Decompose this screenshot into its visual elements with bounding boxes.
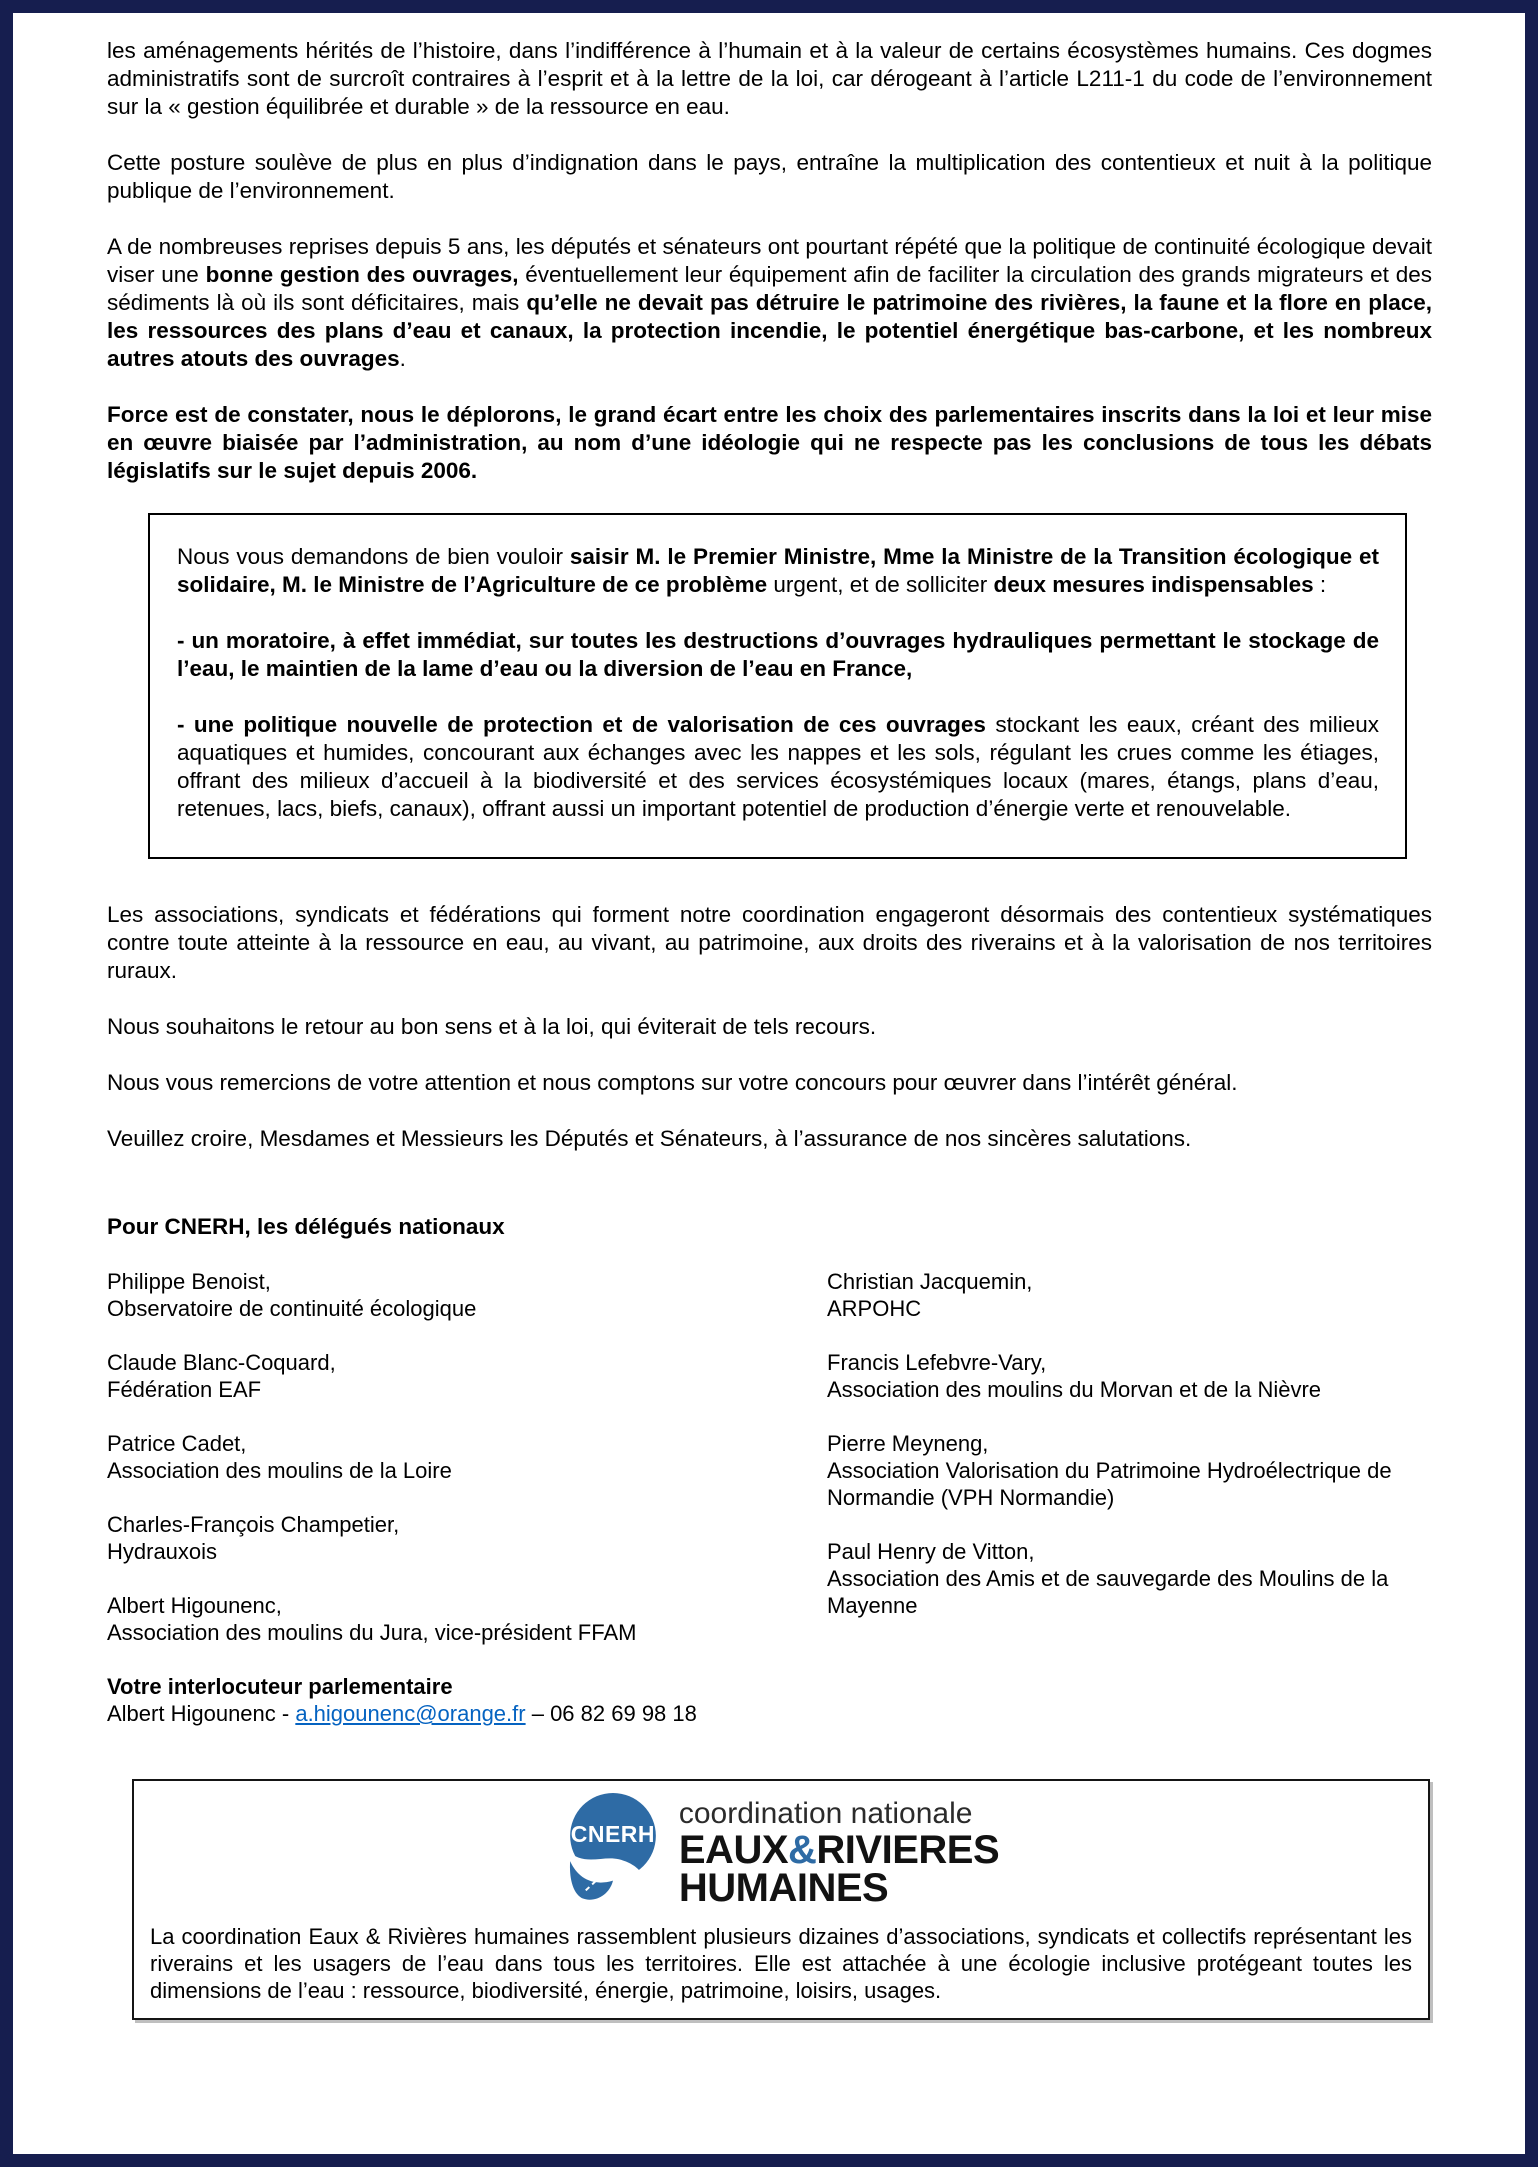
- bold-text-run: - une politique nouvelle de protection et de valorisation de ces ouvrages: [177, 712, 986, 737]
- text-run: les aménagements hérités de l’histoire, dans l’indifférence à l’humain et à la valeur de certains écosystèmes humains. Ces dogmes administratifs sont de surcroît contraires à l’esprit et à la lettre de la loi, car dérogeant à l’article L211-1 du code de l’environnement sur la « gestion équilibrée et durable » de la ressource en eau.: [107, 38, 1432, 119]
- bold-text-run: deux mesures indispensables: [993, 572, 1314, 597]
- signer-name: Charles-François Champetier,: [107, 1512, 400, 1537]
- text-run: Albert Higounenc -: [107, 1701, 296, 1726]
- text-run: – 06 82 69 98 18: [525, 1701, 697, 1726]
- text-run: :: [1313, 572, 1327, 597]
- paragraph-contentieux: [107, 901, 1432, 985]
- signatures-column-right: [827, 1268, 1402, 1673]
- signature-entry: [107, 1349, 827, 1403]
- paragraph-bon-sens: [107, 1013, 1432, 1041]
- text-run: A de nombreuses reprises depuis 5 ans, les députés et sénateurs ont pourtant répété que la politique de continuité écologique devait viser une: [107, 234, 1432, 287]
- signer-org: Association des moulins du Morvan et de la Nièvre: [827, 1377, 1322, 1402]
- signature-entry: [107, 1268, 827, 1322]
- contact-heading: Votre interlocuteur parlementaire: [107, 1674, 453, 1699]
- signatures-columns: [107, 1268, 1432, 1673]
- logo-ampersand: &: [788, 1828, 817, 1872]
- text-run: Nous vous demandons de bien vouloir: [177, 544, 570, 569]
- contact-line: [107, 1700, 1432, 1727]
- demand-paragraph-moratoire: [177, 627, 1379, 683]
- demand-paragraph-politique: [177, 711, 1379, 823]
- parliamentary-contact: [107, 1673, 1432, 1727]
- signer-name: Albert Higounenc,: [107, 1593, 282, 1618]
- paragraph-salutations: [107, 1125, 1432, 1153]
- bold-text-run: - un moratoire, à effet immédiat, sur toutes les destructions d’ouvrages hydrauliques permettant le stockage de l’eau, le maintien de la lame d’eau ou la diversion de l’eau en France,: [177, 628, 1379, 681]
- signer-org: Association des moulins du Jura, vice-président FFAM: [107, 1620, 637, 1645]
- signature-entry: [827, 1349, 1402, 1403]
- signer-org: Fédération EAF: [107, 1377, 262, 1402]
- logo-wordmark: [678, 1793, 1000, 1910]
- signature-entry: [107, 1511, 827, 1565]
- signature-entry: [827, 1268, 1402, 1322]
- signer-name: Claude Blanc-Coquard,: [107, 1350, 336, 1375]
- demands-box: [148, 513, 1407, 859]
- cnerh-wave-icon: [563, 1793, 663, 1905]
- bold-text-run: qu’elle ne devait pas détruire le patrimoine des rivières, la faune et la flore en place, les ressources des plans d’eau et canaux, la protection incendie, le potentiel énergétique bas-carbone, et les nombreux autres atouts des ouvrages: [107, 290, 1432, 371]
- text-run: Cette posture soulève de plus en plus d’indignation dans le pays, entraîne la multiplication des contentieux et nuit à la politique publique de l’environnement.: [107, 150, 1432, 203]
- signature-entry: [107, 1430, 827, 1484]
- signer-org: Association des Amis et de sauvegarde des Moulins de la Mayenne: [827, 1566, 1389, 1618]
- signer-org: ARPOHC: [827, 1296, 922, 1321]
- text-run: éventuellement leur équipement afin de faciliter la circulation des grands migrateurs et des sédiments là où ils sont déficitaires, mais: [107, 262, 1432, 315]
- signer-name: Philippe Benoist,: [107, 1269, 271, 1294]
- signer-org: Association Valorisation du Patrimoine Hydroélectrique de Normandie (VPH Normandie): [827, 1458, 1392, 1510]
- signer-name: Christian Jacquemin,: [827, 1269, 1033, 1294]
- logo-word-eaux: EAUX: [678, 1828, 789, 1872]
- logo-line-eaux-rivieres: [678, 1828, 1000, 1872]
- logo-line-coordination: coordination nationale: [678, 1797, 973, 1830]
- text-run: Les associations, syndicats et fédérations qui forment notre coordination engageront désormais des contentieux systématiques contre toute atteinte à la ressource en eau, au vivant, au patrimoine, aux droits des riverains et à la valorisation de nos territoires ruraux.: [107, 902, 1432, 983]
- text-run: urgent, et de solliciter: [767, 572, 994, 597]
- cnerh-badge-text: CNERH: [570, 1821, 656, 1847]
- signature-entry: [827, 1430, 1402, 1511]
- signatures-column-left: [107, 1268, 827, 1673]
- signer-org: Observatoire de continuité écologique: [107, 1296, 477, 1321]
- signer-name: Paul Henry de Vitton,: [827, 1539, 1035, 1564]
- paragraph-remerciements: [107, 1069, 1432, 1097]
- bold-text-run: Force est de constater, nous le déplorons, le grand écart entre les choix des parlementaires inscrits dans la loi et leur mise en œuvre biaisée par l’administration, au nom d’une idéologie qui ne respecte pas les conclusions de tous les débats législatifs sur le sujet depuis 2006.: [107, 402, 1432, 483]
- bold-text-run: bonne gestion des ouvrages,: [205, 262, 519, 287]
- signer-org: Hydrauxois: [107, 1539, 218, 1564]
- paragraph-force-constater: [107, 401, 1432, 485]
- text-run: Nous vous remercions de votre attention et nous comptons sur votre concours pour œuvrer dans l’intérêt général.: [107, 1070, 1238, 1095]
- demand-paragraph-saisir: [177, 543, 1379, 599]
- signer-name: Francis Lefebvre-Vary,: [827, 1350, 1047, 1375]
- logo-word-rivieres: RIVIERES: [816, 1828, 1000, 1872]
- paragraph-posture: [107, 149, 1432, 205]
- text-run: stockant les eaux, créant des milieux aquatiques et humides, concourant aux échanges avec les nappes et les sols, régulant les crues comme les étiages, offrant des milieux d’accueil à la biodiversité et des services écosystémiques locaux (mares, étangs, plans d’eau, retenues, lacs, biefs, canaux), offrant aussi un important potentiel de production d’énergie verte et renouvelable.: [177, 712, 1379, 821]
- organization-description: La coordination Eaux & Rivières humaines rassemblent plusieurs dizaines d’associations, syndicats et collectifs représentant les riverains et les usagers de l’eau dans tous les territoires. Elle est attachée à une écologie inclusive protégeant toutes les dimensions de l’eau : ressource, biodiversité, énergie, patrimoine, loisirs, usages.: [150, 1924, 1412, 2003]
- signatures-heading: Pour CNERH, les délégués nationaux: [107, 1214, 505, 1239]
- text-run: Veuillez croire, Mesdames et Messieurs les Députés et Sénateurs, à l’assurance de nos sincères salutations.: [107, 1126, 1192, 1151]
- signer-org: Association des moulins de la Loire: [107, 1458, 452, 1483]
- cnerh-logo: [150, 1793, 1412, 1910]
- text-run: Nous souhaitons le retour au bon sens et à la loi, qui éviterait de tels recours.: [107, 1014, 877, 1039]
- signer-name: Patrice Cadet,: [107, 1431, 247, 1456]
- logo-line-humaines: HUMAINES: [678, 1866, 889, 1910]
- signature-entry: [107, 1592, 827, 1646]
- email-link[interactable]: a.higounenc@orange.fr: [295, 1701, 526, 1726]
- signature-entry: [827, 1538, 1402, 1619]
- paragraph-intro: [107, 37, 1432, 121]
- bold-text-run: saisir M. le Premier Ministre, Mme la Ministre de la Transition écologique et solidaire, M. le Ministre de l’Agriculture de ce problème: [177, 544, 1379, 597]
- text-run: .: [399, 346, 406, 371]
- organization-footer-box: [132, 1779, 1430, 2020]
- paragraph-reprises: [107, 233, 1432, 373]
- signer-name: Pierre Meyneng,: [827, 1431, 989, 1456]
- letter-content: [13, 13, 1525, 2154]
